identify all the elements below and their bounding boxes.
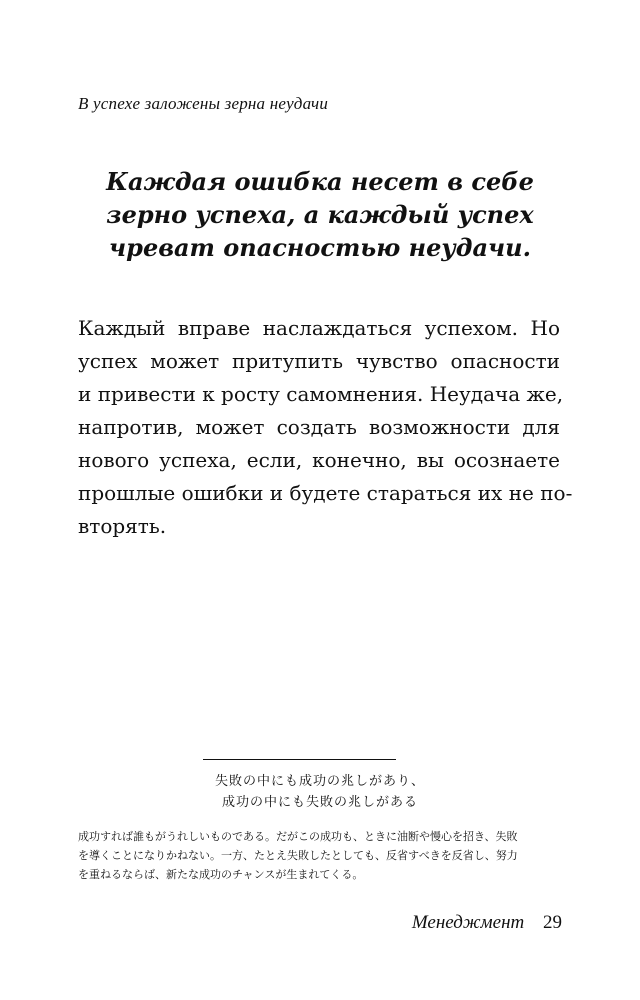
page-footer bbox=[412, 912, 562, 934]
japanese-body-line: を重ねるならば、新たな成功のチャンスが生まれてくる。 bbox=[78, 868, 364, 881]
body-line: нового успеха, если, конечно, вы осознаете bbox=[78, 448, 560, 472]
japanese-paragraph bbox=[78, 827, 568, 884]
body-line: вторять. bbox=[78, 514, 167, 538]
quote-line: чреват опасностью неудачи. bbox=[109, 233, 531, 262]
body-line: Каждый вправе наслаждаться успехом. Но bbox=[78, 316, 560, 340]
page-number: 29 bbox=[543, 912, 562, 933]
japanese-title-line: 失敗の中にも成功の兆しがあり、 bbox=[214, 774, 425, 789]
japanese-title-line: 成功の中にも失敗の兆しがある bbox=[221, 795, 418, 810]
divider-rule bbox=[203, 759, 396, 760]
footer-section-title: Менеджмент bbox=[411, 912, 525, 933]
quote-line: зерно успеха, а каждый успех bbox=[106, 200, 534, 229]
quote-block bbox=[70, 165, 570, 264]
running-head: В успехе заложены зерна неудачи bbox=[78, 94, 329, 113]
japanese-body-line: を導くことになりかねない。一方、たとえ失敗したとしても、反省すべきを反省し、努力 bbox=[78, 849, 518, 862]
quote-line: Каждая ошибка несет в себе bbox=[106, 167, 534, 196]
body-line: успех может притупить чувство опасности bbox=[78, 349, 560, 373]
body-line: напротив, может создать возможности для bbox=[78, 415, 560, 439]
japanese-body-line: 成功すれば誰もがうれしいものである。だがこの成功も、ときに油断や慢心を招き、失敗 bbox=[78, 830, 518, 843]
body-line: и привести к росту самомнения. Неудача же, bbox=[78, 382, 564, 406]
japanese-title bbox=[120, 771, 520, 813]
body-paragraph bbox=[78, 312, 573, 543]
body-line: прошлые ошибки и будете стараться их не по- bbox=[78, 481, 573, 505]
